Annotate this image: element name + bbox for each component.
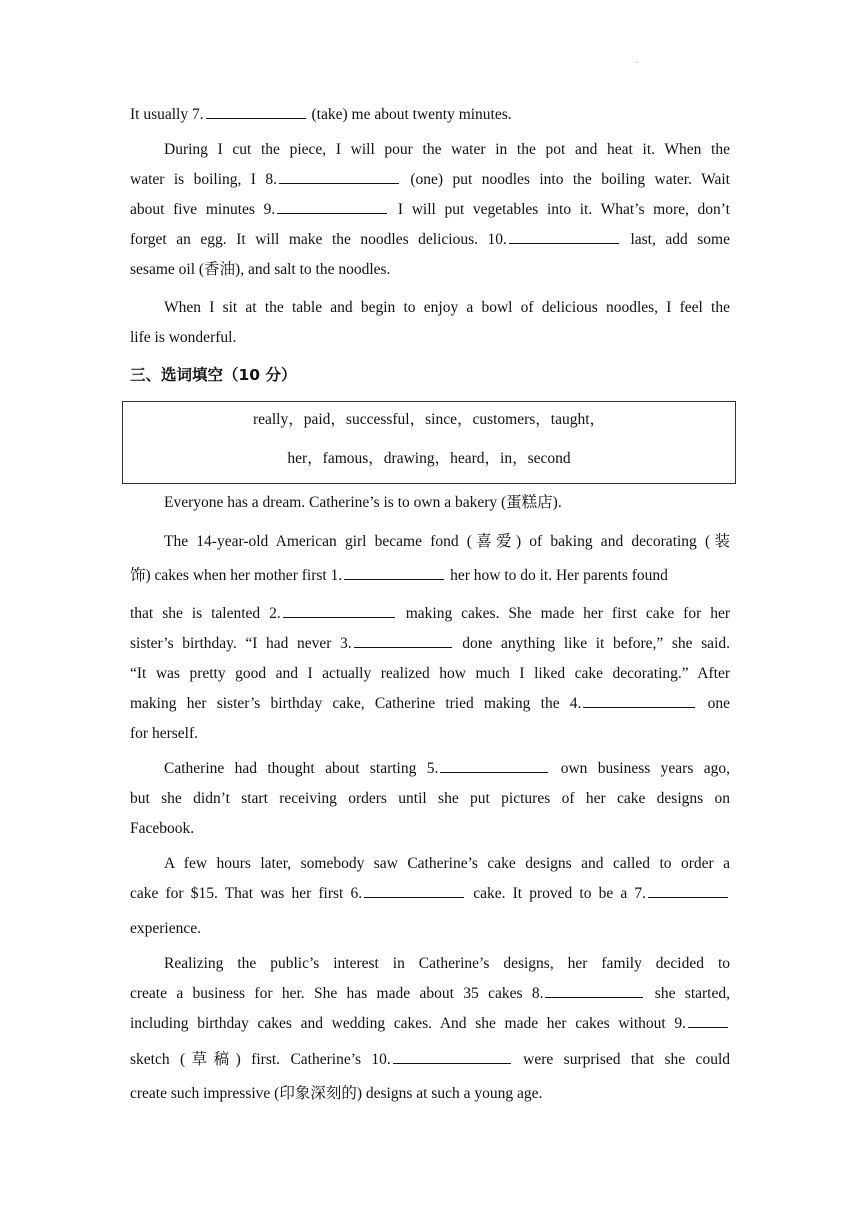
text-segment: (one) put noodles into the boiling water. Wait — [400, 171, 730, 188]
text-line — [130, 1045, 730, 1075]
text-line: A few hours later, somebody saw Catherine’s cake designs and called to order a — [164, 855, 730, 872]
text-segment: she started, — [645, 985, 730, 1002]
text-segment: forget an egg. It will make the noodles delicious. 10. — [130, 231, 507, 248]
answer-blank-1[interactable] — [344, 562, 444, 580]
text-line — [130, 754, 730, 784]
text-line — [130, 165, 730, 195]
text-segment: were surprised that she could — [512, 1051, 730, 1068]
text-segment: 饰) cakes when her mother first 1. — [130, 567, 343, 584]
answer-blank-5[interactable] — [440, 755, 548, 773]
text-segment: about five minutes 9. — [130, 201, 276, 218]
answer-blank-10[interactable] — [393, 1046, 511, 1064]
page-marker: . — [636, 56, 638, 65]
text-segment: sketch (草稿) first. Catherine’s 10. — [130, 1051, 391, 1068]
answer-blank-7[interactable] — [206, 101, 306, 119]
answer-blank-4[interactable] — [583, 690, 695, 708]
text-segment: one — [697, 695, 730, 712]
text-line: During I cut the piece, I will pour the water in the pot and heat it. When the — [164, 141, 730, 158]
text-line: When I sit at the table and begin to enjoy a bowl of delicious noodles, I feel the — [164, 299, 730, 316]
word-bank-box — [122, 401, 736, 484]
text-segment: making her sister’s birthday cake, Catherine tried making the 4. — [130, 695, 582, 712]
text-line: but she didn’t start receiving orders until she put pictures of her cake designs on — [130, 790, 730, 807]
text-line: Realizing the public’s interest in Catherine’s designs, her family decided to — [164, 955, 730, 972]
text-line: The 14-year-old American girl became fond (喜爱) of baking and decorating (装 — [164, 533, 730, 550]
answer-blank-10[interactable] — [509, 226, 619, 244]
text-line — [130, 561, 730, 591]
text-line: for herself. — [130, 725, 198, 742]
answer-blank-9[interactable] — [277, 196, 387, 214]
text-line: sesame oil (香油), and salt to the noodles. — [130, 261, 391, 278]
text-line: Everyone has a dream. Catherine’s is to own a bakery (蛋糕店). — [164, 494, 562, 511]
answer-blank-8[interactable] — [279, 166, 399, 184]
answer-blank-7[interactable] — [648, 880, 728, 898]
text-segment: cake. It proved to be a 7. — [466, 885, 647, 902]
text-line — [130, 689, 730, 719]
text-line: experience. — [130, 920, 201, 937]
text-line — [130, 100, 730, 130]
text-line: “It was pretty good and I actually realized how much I liked cake decorating.” After — [130, 665, 730, 682]
answer-blank-8[interactable] — [545, 980, 643, 998]
text-line: Facebook. — [130, 820, 195, 837]
answer-blank-6[interactable] — [364, 880, 464, 898]
text-line — [130, 195, 730, 225]
text-segment: cake for $15. That was her first 6. — [130, 885, 363, 902]
text-line: life is wonderful. — [130, 329, 237, 346]
section-heading: 三、选词填空（10 分） — [130, 366, 297, 384]
text-segment: I will put vegetables into it. What’s more, don’t — [389, 201, 730, 218]
text-segment: create a business for her. She has made about 35 cakes 8. — [130, 985, 544, 1002]
text-segment: including birthday cakes and wedding cakes. And she made her cakes without 9. — [130, 1015, 686, 1032]
word-bank-row: her，famous，drawing，heard，in，second — [287, 450, 571, 467]
text-segment: done anything like it before,” she said. — [453, 635, 730, 652]
text-line — [130, 979, 730, 1009]
text-line — [130, 225, 730, 255]
word-bank-row: really，paid，successful，since，customers，taught， — [252, 411, 606, 428]
text-line — [130, 629, 730, 659]
text-segment: water is boiling, I 8. — [130, 171, 277, 188]
text-segment: (take) me about twenty minutes. — [307, 106, 512, 123]
answer-blank-9[interactable] — [688, 1010, 728, 1028]
text-segment: It usually 7. — [130, 106, 204, 123]
text-segment: own business years ago, — [550, 760, 730, 777]
text-segment: Catherine had thought about starting 5. — [164, 760, 439, 777]
text-line: create such impressive (印象深刻的) designs at such a young age. — [130, 1085, 543, 1102]
answer-blank-2[interactable] — [283, 600, 395, 618]
text-line — [130, 599, 730, 629]
answer-blank-3[interactable] — [354, 630, 452, 648]
text-segment: that she is talented 2. — [130, 605, 281, 622]
text-line — [130, 1009, 730, 1039]
text-segment: her how to do it. Her parents found — [446, 567, 668, 584]
text-segment: sister’s birthday. “I had never 3. — [130, 635, 352, 652]
text-segment: last, add some — [620, 231, 730, 248]
text-segment: making cakes. She made her first cake for her — [396, 605, 730, 622]
text-line — [130, 879, 730, 909]
